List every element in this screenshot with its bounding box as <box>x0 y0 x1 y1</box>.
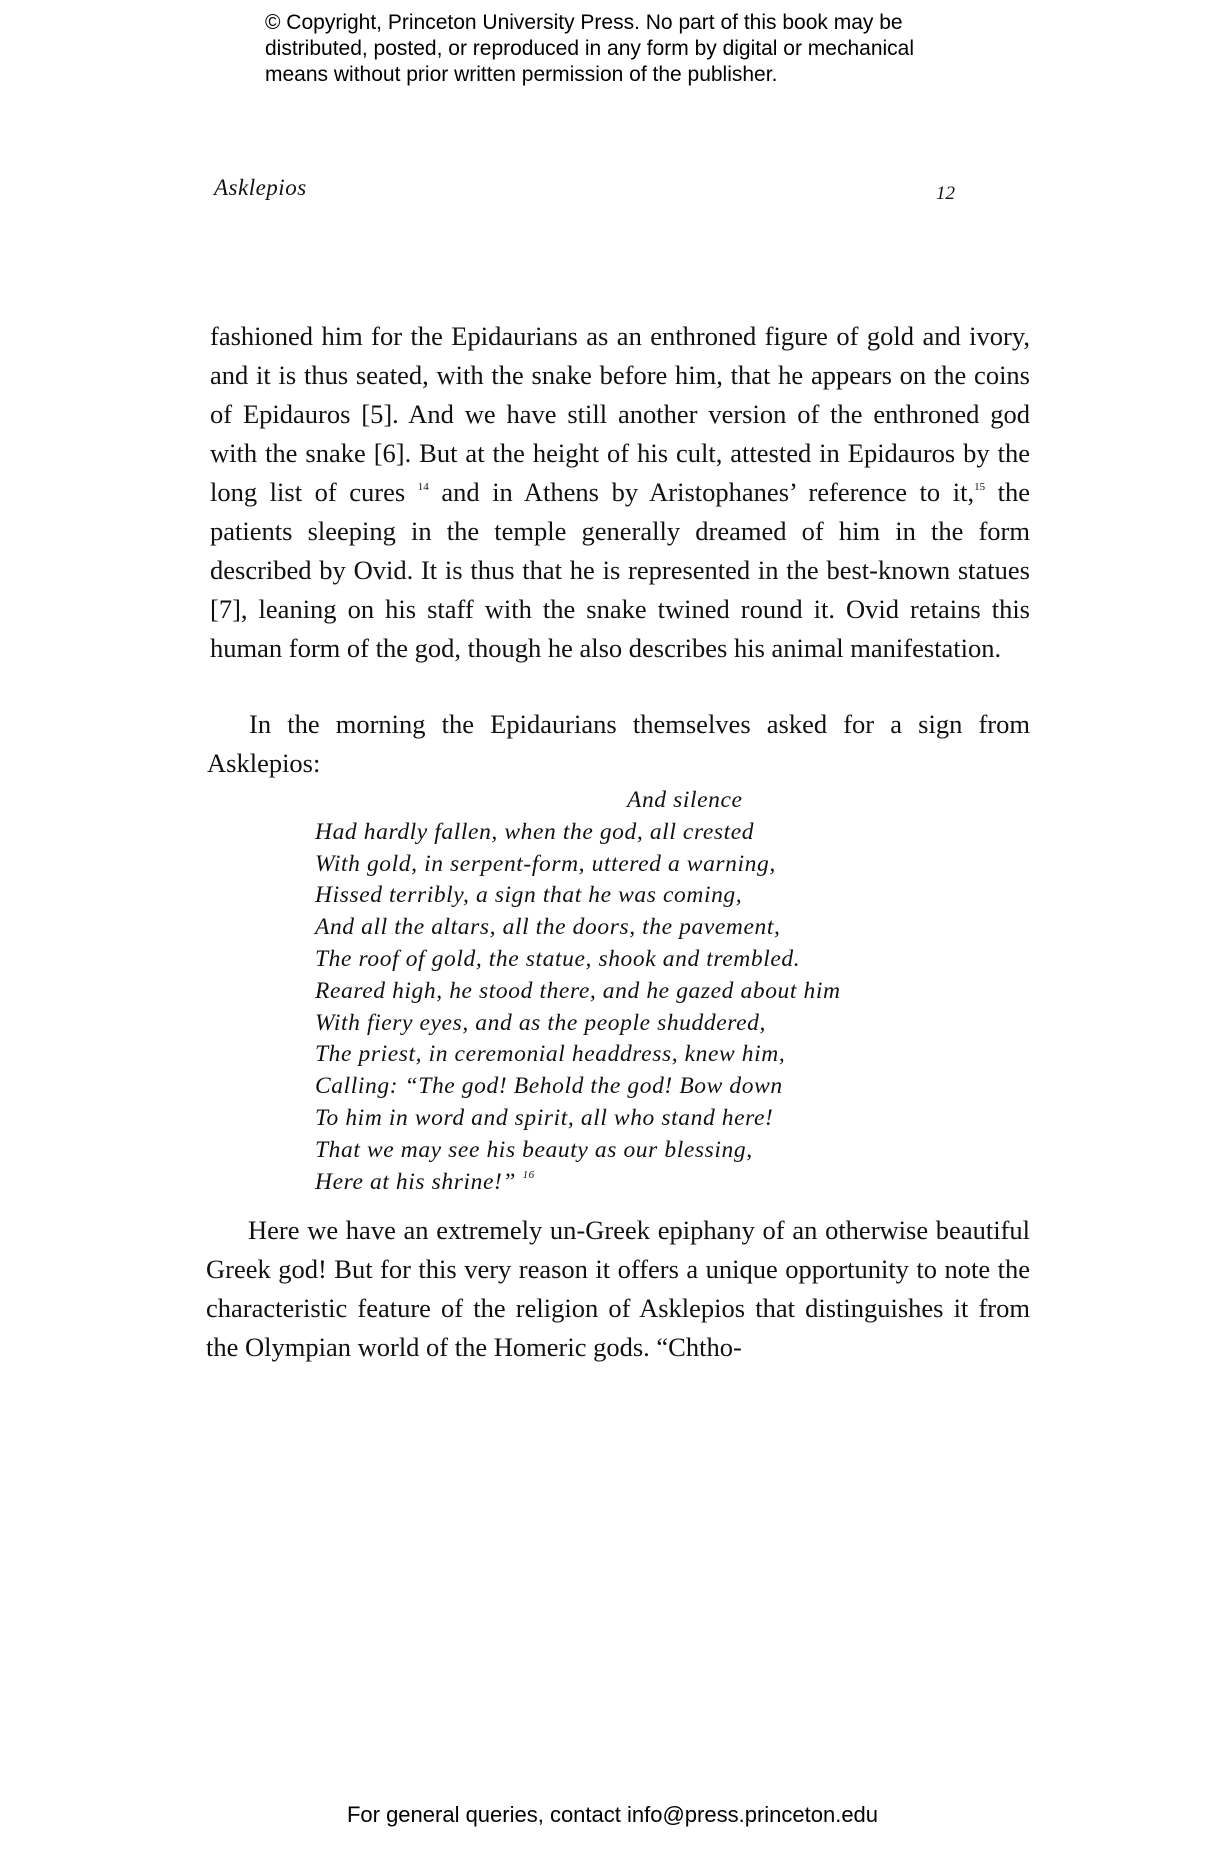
paragraph-text <box>210 317 1030 668</box>
copyright-line: means without prior written permission of the publisher. <box>265 63 778 86</box>
copyright-line: distributed, posted, or reproduced in any form by digital or mechanical <box>265 37 915 60</box>
verse-line: The priest, in ceremonial headdress, knew him, <box>315 1041 786 1068</box>
footnote-marker: 15 <box>974 481 986 493</box>
paragraph-2 <box>207 705 1030 783</box>
footnote-marker: 14 <box>417 481 429 493</box>
verse-line: Calling: “The god! Behold the god! Bow down <box>315 1073 783 1100</box>
verse-line-text: Here at his shrine!” <box>315 1168 517 1195</box>
page-number: 12 <box>936 183 955 204</box>
footnote-marker: 16 <box>522 1168 535 1181</box>
verse-line: The roof of gold, the statue, shook and trembled. <box>315 945 801 972</box>
verse-quotation <box>315 785 1015 1198</box>
copyright-line: © Copyright, Princeton University Press. No part of this book may be <box>265 11 903 34</box>
verse-line: And all the altars, all the doors, the pavement, <box>315 914 781 941</box>
paragraph-3 <box>206 1211 1030 1367</box>
footer-contact: For general queries, contact info@press.princeton.edu <box>346 1802 879 1827</box>
paragraph-text-part: fashioned him for the Epidaurians as an enthroned figure of gold and ivory, and it is thus seated, with the snake before him, that he appears on the coins of Epidauros [5]. And we have still another version of the enthroned god with the snake [6]. But at the height of his cult, attested in Epidauros by the long list of cures <box>210 321 1030 507</box>
verse-line: And silence <box>627 787 743 813</box>
verse-line: With fiery eyes, and as the people shuddered, <box>315 1009 766 1036</box>
verse-line: Had hardly fallen, when the god, all crested <box>315 818 755 845</box>
paragraph-text-part: the patients sleeping in the temple generally dreamed of him in the form described by Ovid. It is thus that he is represented in the best-known statues [7], leaning on his staff with the snake twined round it. Ovid retains this human form of the god, though he also describes his animal manifestation. <box>210 477 1031 663</box>
verse-line: Hissed terribly, a sign that he was coming, <box>315 882 743 909</box>
verse-line: With gold, in serpent-form, uttered a warning, <box>315 850 776 877</box>
running-head: Asklepios <box>214 175 307 200</box>
paragraph-text-part: and in Athens by Aristophanes’ reference to it, <box>428 477 975 507</box>
verse-line: Reared high, he stood there, and he gazed about him <box>315 977 841 1004</box>
verse-line <box>315 1167 1015 1199</box>
paragraph-text: In the morning the Epidaurians themselves asked for a sign from Asklepios: <box>207 709 1030 778</box>
verse-line: To him in word and spirit, all who stand here! <box>315 1104 774 1131</box>
paragraph-1 <box>210 317 1030 668</box>
copyright-notice <box>265 10 985 88</box>
verse-line: That we may see his beauty as our blessing, <box>315 1136 753 1163</box>
paragraph-text: Here we have an extremely un-Greek epiphany of an otherwise beautiful Greek god! But for this very reason it offers a unique opportunity to note the characteristic feature of the religion of Asklepios that distinguishes it from the Olympian world of the Homeric gods. “Chtho- <box>206 1215 1030 1362</box>
